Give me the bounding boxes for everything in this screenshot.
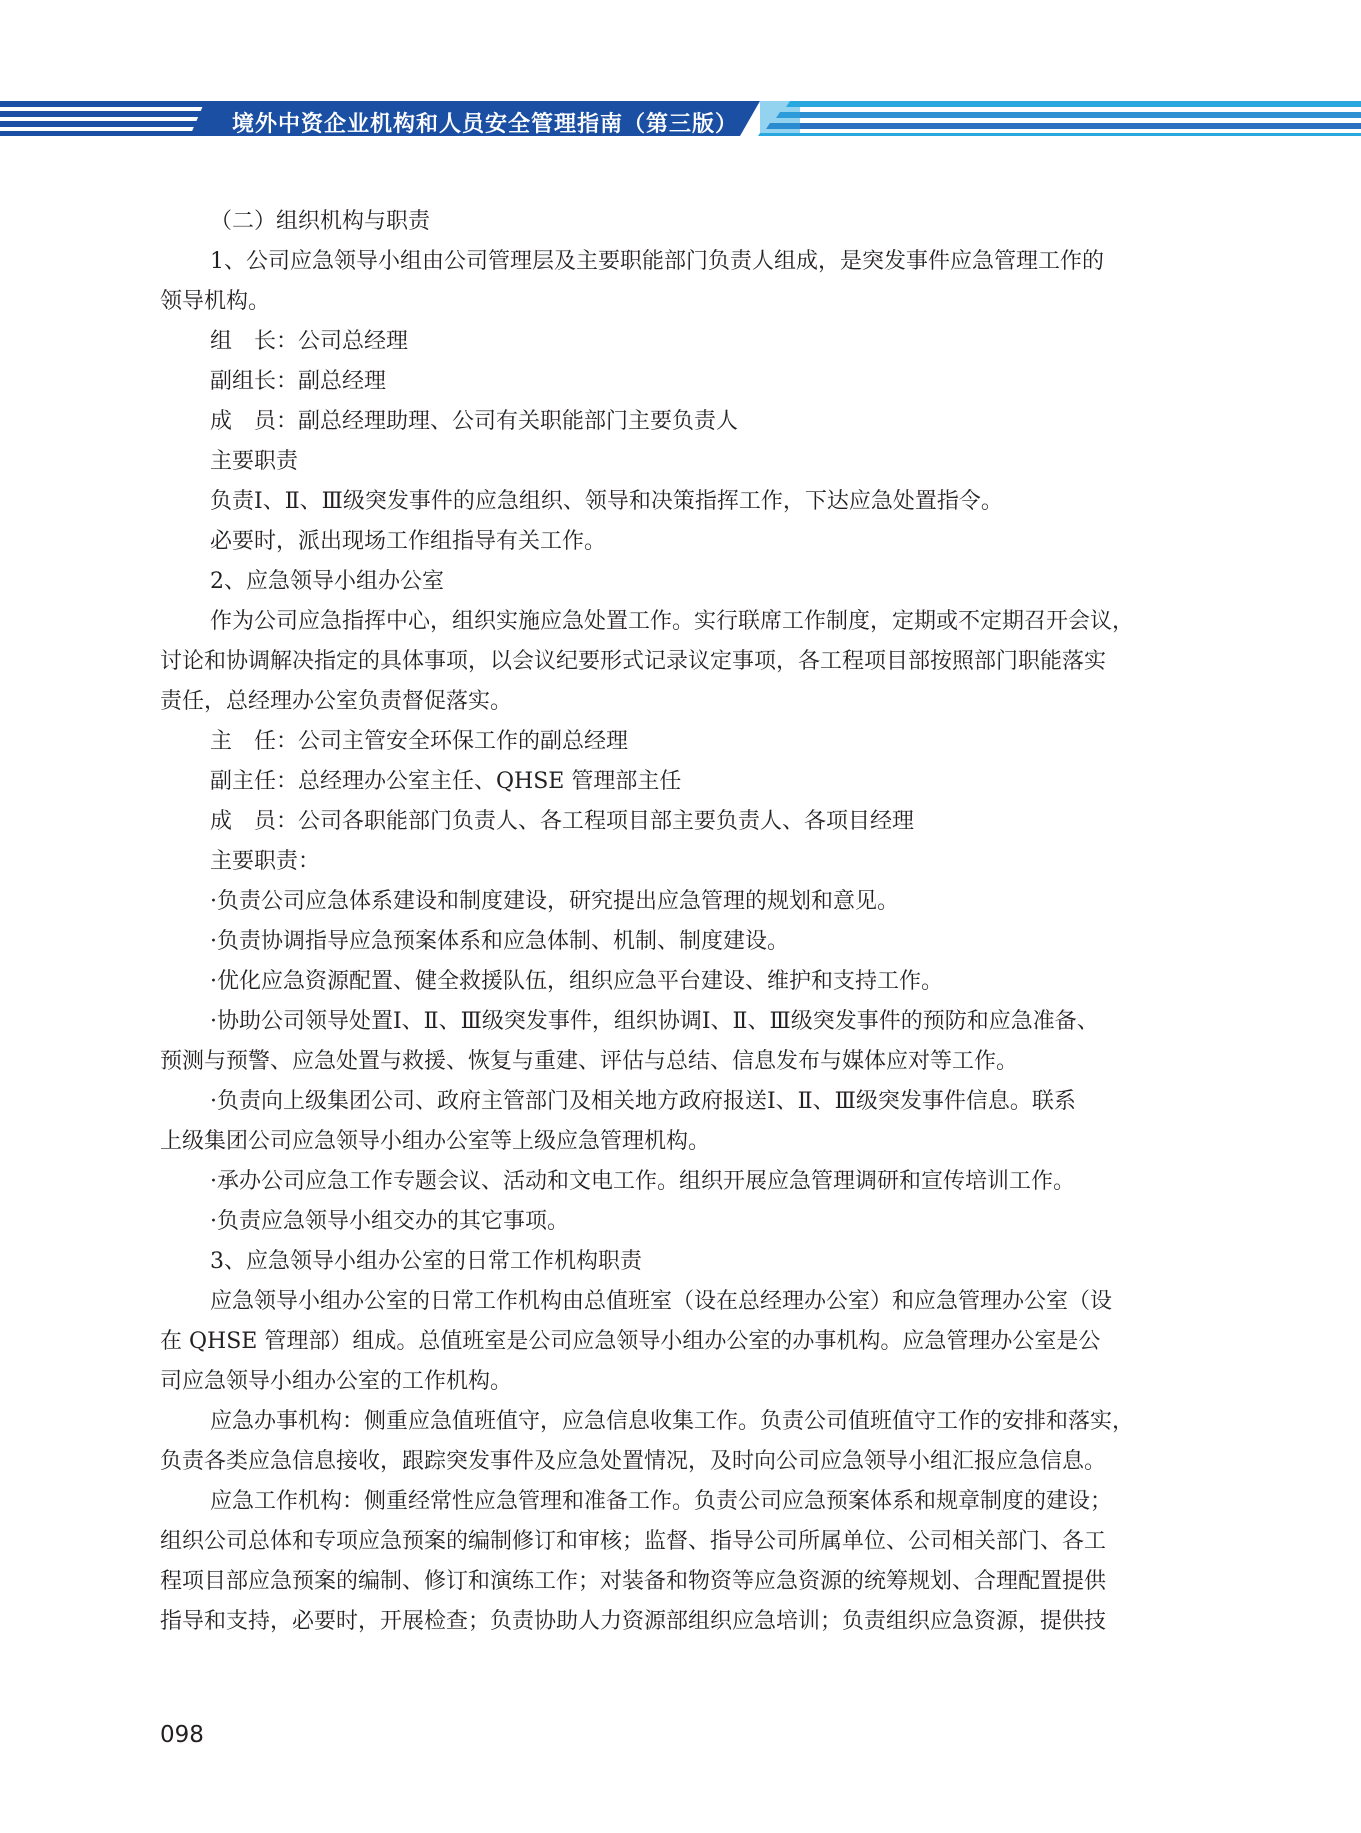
bullet-line: ·负责应急领导小组交办的其它事项。	[210, 1209, 569, 1234]
paragraph-line: 负责Ⅰ、Ⅱ、Ⅲ级突发事件的应急组织、领导和决策指挥工作，下达应急处置指令。	[210, 489, 1003, 514]
paragraph-line: 指导和支持，必要时，开展检查；负责协助人力资源部组织应急培训；负责组织应急资源，提供技	[160, 1609, 1107, 1634]
paragraph-line: 司应急领导小组办公室的工作机构。	[160, 1369, 513, 1394]
bullet-line: ·负责向上级集团公司、政府主管部门及相关地方政府报送Ⅰ、Ⅱ、Ⅲ级突发事件信息。联系	[210, 1089, 1076, 1114]
paragraph-line: 副组长：副总经理	[210, 369, 387, 394]
section-heading: 3、应急领导小组办公室的日常工作机构职责	[210, 1249, 642, 1274]
paragraph-line: 在 QHSE 管理部）组成。总值班室是公司应急领导小组办公室的办事机构。应急管理办公室是公	[160, 1329, 1101, 1354]
paragraph-line: 1、公司应急领导小组由公司管理层及主要职能部门负责人组成，是突发事件应急管理工作的	[210, 249, 1105, 274]
paragraph-line: 上级集团公司应急领导小组办公室等上级应急管理机构。	[160, 1129, 711, 1154]
paragraph-line: 程项目部应急预案的编制、修订和演练工作；对装备和物资等应急资源的统筹规划、合理配置提供	[160, 1569, 1107, 1594]
paragraph-line: 负责各类应急信息接收，跟踪突发事件及应急处置情况，及时向公司应急领导小组汇报应急信息。	[160, 1449, 1107, 1474]
paragraph-line: 组织公司总体和专项应急预案的编制修订和审核；监督、指导公司所属单位、公司相关部门、各工	[160, 1529, 1107, 1554]
paragraph-line: 主 任：公司主管安全环保工作的副总经理	[210, 729, 629, 754]
paragraph-line: 副主任：总经理办公室主任、QHSE 管理部主任	[210, 769, 682, 794]
paragraph-line: 组 长：公司总经理	[210, 329, 409, 354]
bullet-line: ·协助公司领导处置Ⅰ、Ⅱ、Ⅲ级突发事件，组织协调Ⅰ、Ⅱ、Ⅲ级突发事件的预防和应急准备、	[210, 1009, 1099, 1034]
paragraph-line: 应急领导小组办公室的日常工作机构由总值班室（设在总经理办公室）和应急管理办公室（设	[210, 1289, 1113, 1314]
paragraph-line: 作为公司应急指挥中心，组织实施应急处置工作。实行联席工作制度，定期或不定期召开会议，	[210, 609, 1135, 634]
paragraph-line: 应急办事机构：侧重应急值班值守，应急信息收集工作。负责公司值班值守工作的安排和落实，	[210, 1409, 1135, 1434]
paragraph-line: 成 员：公司各职能部门负责人、各工程项目部主要负责人、各项目经理	[210, 809, 915, 834]
paragraph-line: 主要职责：	[210, 849, 321, 874]
bullet-line: ·负责公司应急体系建设和制度建设，研究提出应急管理的规划和意见。	[210, 889, 899, 914]
bullet-line: ·优化应急资源配置、健全救援队伍，组织应急平台建设、维护和支持工作。	[210, 969, 943, 994]
paragraph-line: 责任，总经理办公室负责督促落实。	[160, 689, 513, 714]
page-number: 098	[160, 1722, 204, 1748]
bullet-line: ·承办公司应急工作专题会议、活动和文电工作。组织开展应急管理调研和宣传培训工作。	[210, 1169, 1075, 1194]
paragraph-line: 主要职责	[210, 449, 299, 474]
section-heading: 2、应急领导小组办公室	[210, 569, 444, 594]
section-heading: （二）组织机构与职责	[210, 209, 431, 234]
paragraph-line: 预测与预警、应急处置与救援、恢复与重建、评估与总结、信息发布与媒体应对等工作。	[160, 1049, 1019, 1074]
paragraph-line: 讨论和协调解决指定的具体事项，以会议纪要形式记录议定事项，各工程项目部按照部门职能落实	[160, 649, 1107, 674]
document-body	[160, 202, 1180, 1642]
paragraph-line: 领导机构。	[160, 289, 271, 314]
paragraph-line: 应急工作机构：侧重经常性应急管理和准备工作。负责公司应急预案体系和规章制度的建设；	[210, 1489, 1113, 1514]
header-title: 境外中资企业机构和人员安全管理指南（第三版）	[232, 112, 739, 137]
paragraph-line: 成 员：副总经理助理、公司有关职能部门主要负责人	[210, 409, 739, 434]
page-header-banner	[0, 0, 1361, 160]
bullet-line: ·负责协调指导应急预案体系和应急体制、机制、制度建设。	[210, 929, 789, 954]
paragraph-line: 必要时，派出现场工作组指导有关工作。	[210, 529, 607, 554]
